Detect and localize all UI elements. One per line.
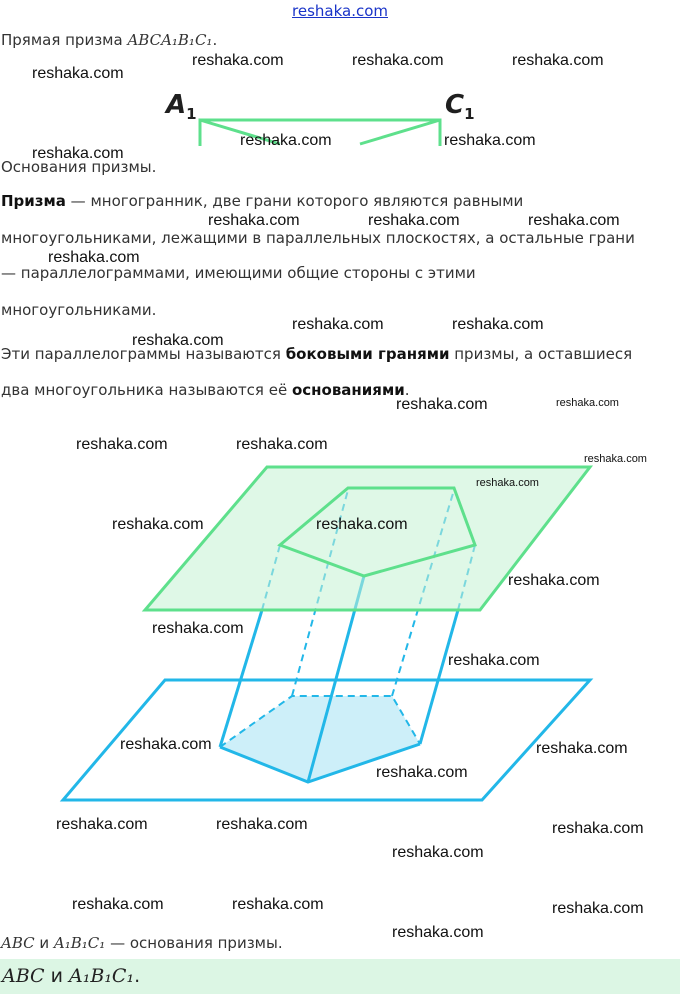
watermark: reshaka.com <box>232 896 324 913</box>
site-link[interactable]: reshaka.com <box>292 2 388 20</box>
vertex-label-c1: $C_1$ <box>445 90 475 124</box>
watermark: reshaka.com <box>452 316 544 333</box>
watermark: reshaka.com <box>48 249 140 266</box>
watermark: reshaka.com <box>208 212 300 229</box>
conclusion-line: ABC и A₁B₁C₁ — основания призмы. <box>1 934 283 952</box>
definition-line-4: многоугольниками. <box>1 301 157 319</box>
term-bases: основаниями <box>291 381 405 399</box>
watermark: reshaka.com <box>376 764 468 781</box>
watermark: reshaka.com <box>396 396 488 413</box>
term-lateral-faces: боковыми гранями <box>285 345 450 363</box>
faces-line-2: два многоугольника называются её основаниями. <box>1 381 410 399</box>
watermark: reshaka.com <box>216 816 308 833</box>
definition-term: Призма <box>1 192 66 210</box>
watermark: reshaka.com <box>392 844 484 861</box>
question-formula: ABCA₁B₁C₁ <box>127 31 213 49</box>
watermark: reshaka.com <box>240 132 332 149</box>
watermark: reshaka.com <box>584 453 647 465</box>
watermark: reshaka.com <box>508 572 600 589</box>
watermark: reshaka.com <box>76 436 168 453</box>
faces-line-1: Эти параллелограммы называются боковыми гранями призмы, а оставшиеся <box>1 345 633 363</box>
watermark: reshaka.com <box>132 332 224 349</box>
definition-line-3: — параллелограммами, имеющими общие стороны с этими <box>1 264 476 282</box>
watermark: reshaka.com <box>444 132 536 149</box>
watermark: reshaka.com <box>392 924 484 941</box>
vertex-label-a1: $A_1$ <box>166 90 197 124</box>
watermark: reshaka.com <box>120 736 212 753</box>
watermark: reshaka.com <box>32 65 124 82</box>
watermark: reshaka.com <box>368 212 460 229</box>
answer-text: ABC и A₁B₁C₁. <box>2 965 141 987</box>
question-suffix: . <box>212 31 218 49</box>
question-prefix: Прямая призма <box>1 31 128 49</box>
watermark: reshaka.com <box>448 652 540 669</box>
watermark: reshaka.com <box>512 52 604 69</box>
lateral-edge-right <box>420 610 458 744</box>
watermark: reshaka.com <box>32 145 124 162</box>
watermark: reshaka.com <box>556 397 619 409</box>
definition-line-1: Призма — многогранник, две грани которого являются равными <box>1 192 524 210</box>
watermark: reshaka.com <box>56 816 148 833</box>
watermark: reshaka.com <box>552 900 644 917</box>
watermark: reshaka.com <box>352 52 444 69</box>
watermark: reshaka.com <box>316 516 408 533</box>
watermark: reshaka.com <box>476 477 539 489</box>
watermark: reshaka.com <box>292 316 384 333</box>
watermark: reshaka.com <box>72 896 164 913</box>
caption: Основания призмы. <box>1 158 157 176</box>
watermark: reshaka.com <box>152 620 244 637</box>
watermark: reshaka.com <box>236 436 328 453</box>
watermark: reshaka.com <box>112 516 204 533</box>
watermark: reshaka.com <box>192 52 284 69</box>
watermark: reshaka.com <box>528 212 620 229</box>
watermark: reshaka.com <box>552 820 644 837</box>
definition-line-2: многоугольниками, лежащими в параллельных плоскостях, а остальные грани <box>1 229 635 247</box>
watermark: reshaka.com <box>536 740 628 757</box>
